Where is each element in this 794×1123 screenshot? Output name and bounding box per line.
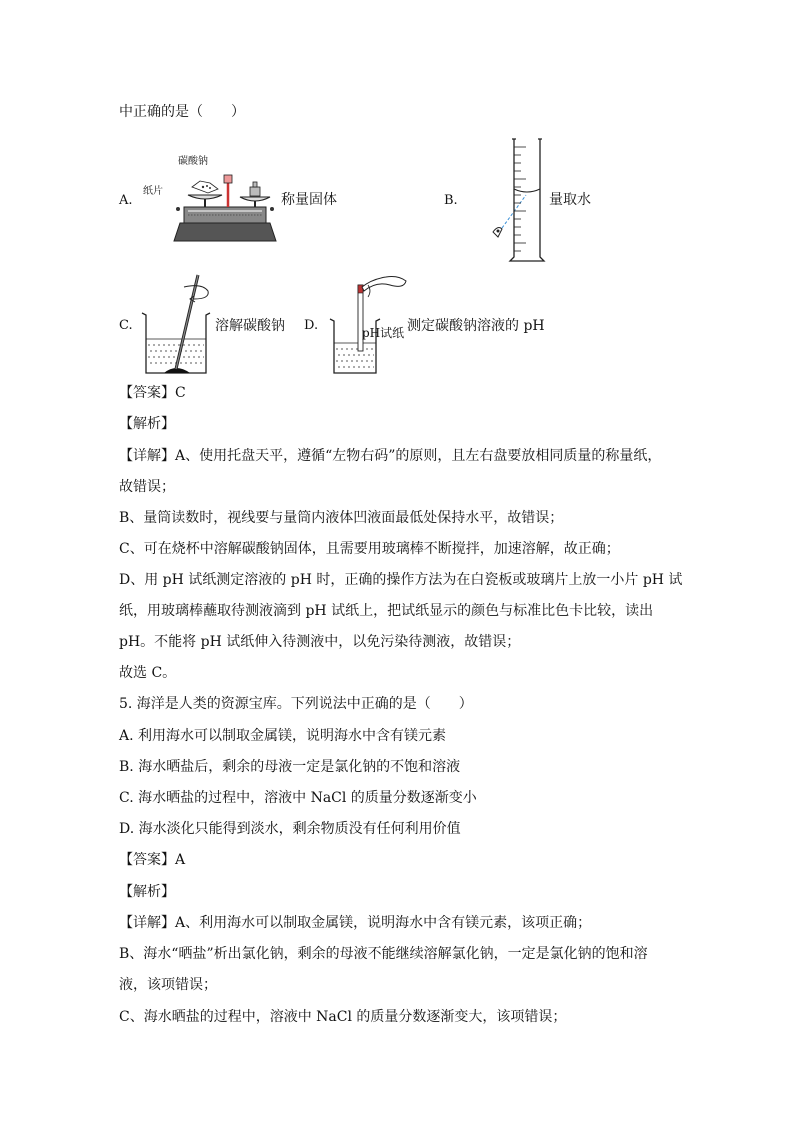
option-c-letter: C. (119, 318, 133, 333)
q4-analysis-line: pH。不能将 pH 试纸伸入待测液中，以免污染待测液，故错误； (119, 634, 521, 650)
q4-analysis-line: 【详解】A、使用托盘天平，遵循“左物右码”的原则，且左右盘要放相同质量的称量纸， (119, 448, 662, 464)
label-ph-paper: pH试纸 (362, 326, 405, 340)
q5-answer: 【答案】A (119, 852, 186, 868)
q4-analysis-line: C、可在烧杯中溶解碳酸钠固体，且需要用玻璃棒不断搅拌，加速溶解，故正确； (119, 541, 620, 557)
q4-analysis-line: 纸，用玻璃棒蘸取待测液滴到 pH 试纸上，把试纸显示的颜色与标准比色卡比较，读出 (119, 603, 654, 619)
q5-stem: 5. 海洋是人类的资源宝库。下列说法中正确的是（ ） (119, 696, 473, 712)
q4-analysis-line: B、量筒读数时，视线要与量筒内液体凹液面最低处保持水平，故错误； (119, 510, 564, 526)
q5-option-c: C. 海水晒盐的过程中，溶液中 NaCl 的质量分数逐渐变小 (119, 790, 477, 806)
question-stem: 中正确的是（ ） (119, 104, 245, 120)
q4-answer: 【答案】C (119, 385, 186, 401)
q5-analysis-line: 液，该项错误； (119, 977, 217, 993)
q4-analysis-line: D、用 pH 试纸测定溶液的 pH 时，正确的操作方法为在白瓷板或玻璃片上放一小片 pH 试 (119, 572, 683, 588)
balance-illustration (170, 165, 280, 245)
q5-analysis-line: C、海水晒盐的过程中，溶液中 NaCl 的质量分数逐渐变大，该项错误； (119, 1009, 567, 1025)
q5-analysis-line: B、海水“晒盐”析出氯化钠，剩余的母液不能继续溶解氯化钠，一定是氯化钠的饱和溶 (119, 946, 648, 962)
option-a-caption: 称量固体 (281, 192, 337, 208)
q4-analysis-heading: 【解析】 (119, 416, 175, 432)
q5-option-d: D. 海水淡化只能得到淡水，剩余物质没有任何利用价值 (119, 821, 461, 837)
q5-option-a: A. 利用海水可以制取金属镁，说明海水中含有镁元素 (119, 728, 447, 744)
q4-analysis-line: 故错误； (119, 479, 175, 495)
q5-analysis-line: 【详解】A、利用海水可以制取金属镁，说明海水中含有镁元素，该项正确； (119, 915, 592, 931)
q4-analysis-line: 故选 C。 (119, 665, 177, 681)
option-c-caption: 溶解碳酸钠 (215, 318, 285, 334)
option-d-letter: D. (304, 318, 319, 333)
option-d-caption: 测定碳酸钠溶液的 pH (407, 318, 545, 334)
q5-option-b: B. 海水晒盐后，剩余的母液一定是氯化钠的不饱和溶液 (119, 759, 461, 775)
label-paper: 纸片 (143, 186, 163, 197)
graduated-cylinder-illustration (490, 137, 550, 265)
option-a-letter: A. (119, 193, 133, 208)
q5-analysis-heading: 【解析】 (119, 884, 175, 900)
beaker-stirring-illustration (140, 273, 212, 377)
option-b-letter: B. (444, 193, 458, 208)
option-b-caption: 量取水 (549, 192, 591, 208)
label-sodium-carbonate: 碳酸钠 (178, 156, 208, 167)
